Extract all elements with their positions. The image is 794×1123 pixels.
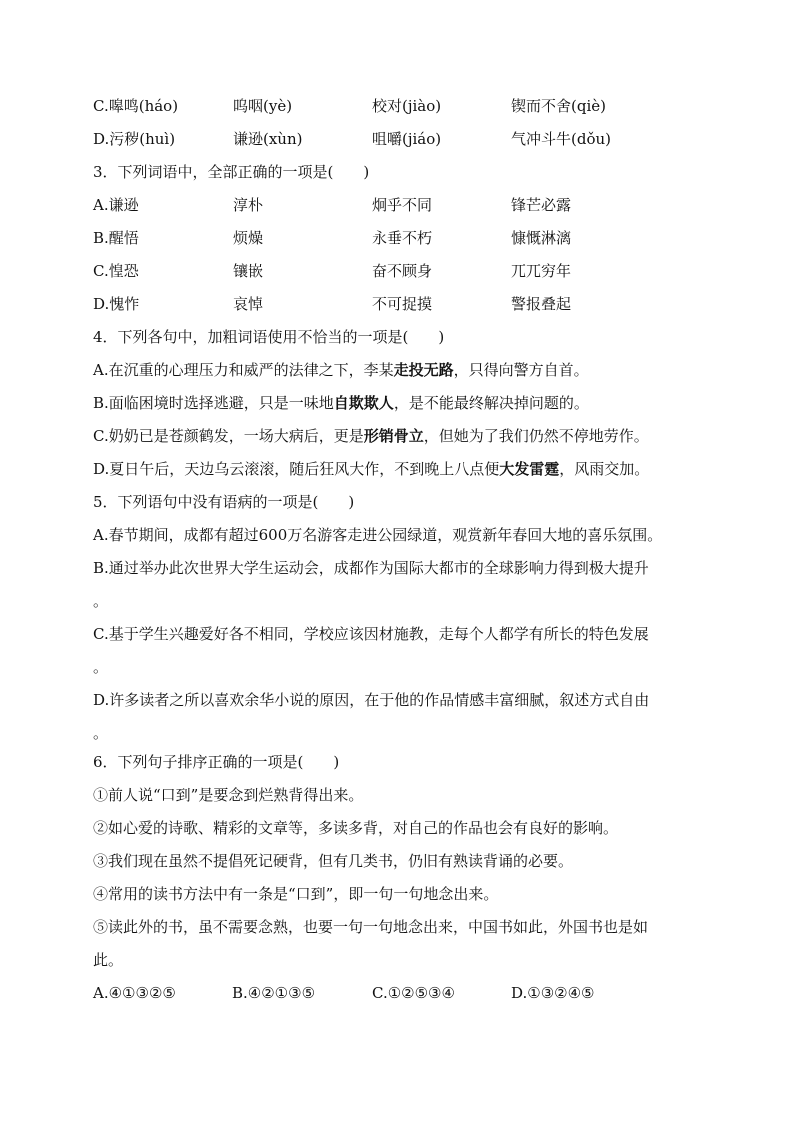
q6-option-b: B.④②①③⑤ [232, 984, 316, 1002]
q4-option-c [93, 421, 701, 451]
q5-option-c-tail: 。 [93, 658, 109, 676]
q4-b-pre: B.面临困境时选择逃避，只是一味地 [93, 394, 334, 412]
q3-stem: 3．下列词语中，全部正确的一项是( ) [93, 163, 370, 181]
q6-sentence-3: ③我们现在虽然不提倡死记硬背，但有几类书，仍旧有熟读背诵的必要。 [93, 852, 574, 870]
q6-option-a: A.④①③②⑤ [93, 984, 176, 1002]
q3-d-word-3: 不可捉摸 [372, 295, 433, 313]
q4-a-pre: A.在沉重的心理压力和威严的法律之下，李某 [93, 361, 394, 379]
q4-stem: 4．下列各句中，加粗词语使用不恰当的一项是( ) [93, 328, 445, 346]
q2-d-word-4: 气冲斗牛(dǒu) [511, 130, 611, 148]
q3-b-word-1: B.醒悟 [93, 229, 139, 247]
q3-a-word-2: 淳朴 [233, 196, 264, 214]
q2-d-word-1: D.污秽(huì) [93, 130, 176, 148]
q3-c-word-1: C.惶恐 [93, 262, 139, 280]
q3-c-word-4: 兀兀穷年 [511, 262, 572, 280]
q5-option-d: D.许多读者之所以喜欢余华小说的原因，在于他的作品情感丰富细腻，叙述方式自由 [93, 691, 650, 709]
q6-option-d: D.①③②④⑤ [511, 984, 595, 1002]
q2-c-word-4: 锲而不舍(qiè) [511, 97, 606, 115]
q4-a-bold-phrase: 走投无路 [393, 361, 454, 379]
q2-c-word-1: C.嗥鸣(háo) [93, 97, 179, 115]
q3-a-word-1: A.谦逊 [93, 196, 139, 214]
q6-sentence-5: ⑤读此外的书，虽不需要念熟，也要一句一句地念出来，中国书如此，外国书也是如 [93, 918, 649, 936]
q4-option-a [93, 355, 701, 385]
q4-b-bold-phrase: 自欺欺人 [333, 394, 394, 412]
q4-option-b [93, 388, 701, 418]
q6-stem: 6．下列句子排序正确的一项是( ) [93, 753, 340, 771]
q4-c-bold-phrase: 形销骨立 [363, 427, 424, 445]
q3-a-word-4: 锋芒必露 [511, 196, 572, 214]
q2-d-word-2: 谦逊(xùn) [233, 130, 303, 148]
q5-option-b: B.通过举办此次世界大学生运动会，成都作为国际大都市的全球影响力得到极大提升 [93, 559, 649, 577]
q4-c-post: ，但她为了我们仍然不停地劳作。 [423, 427, 649, 445]
q3-d-word-2: 哀悼 [233, 295, 264, 313]
q5-option-c: C.基于学生兴趣爱好各不相同，学校应该因材施教，走每个人都学有所长的特色发展 [93, 625, 649, 643]
q3-a-word-3: 炯乎不同 [372, 196, 433, 214]
q6-sentence-4: ④常用的读书方法中有一条是“口到”，即一句一句地念出来。 [93, 885, 499, 903]
q3-c-word-3: 奋不顾身 [372, 262, 433, 280]
q6-option-c: C.①②⑤③④ [372, 984, 455, 1002]
q4-b-post: ，是不能最终解决掉问题的。 [393, 394, 589, 412]
q2-d-word-3: 咀嚼(jiáo) [372, 130, 442, 148]
q5-stem: 5．下列语句中没有语病的一项是( ) [93, 493, 355, 511]
q5-option-b-tail: 。 [93, 592, 109, 610]
q4-d-bold-phrase: 大发雷霆 [499, 460, 560, 478]
q6-sentence-5-tail: 此。 [93, 951, 124, 969]
q3-d-word-4: 警报叠起 [511, 295, 572, 313]
q3-b-word-4: 慷慨淋漓 [511, 229, 572, 247]
q4-a-post: ，只得向警方自首。 [453, 361, 589, 379]
q2-c-word-2: 呜咽(yè) [233, 97, 293, 115]
q3-b-word-2: 烦燥 [233, 229, 264, 247]
q4-d-post: ，风雨交加。 [559, 460, 650, 478]
q5-option-a: A.春节期间，成都有超过600万名游客走进公园绿道，观赏新年春回大地的喜乐氛围。 [93, 526, 663, 544]
q4-c-pre: C.奶奶已是苍颜鹤发，一场大病后，更是 [93, 427, 364, 445]
q3-c-word-2: 镶嵌 [233, 262, 264, 280]
q4-option-d [93, 454, 701, 484]
q4-d-pre: D.夏日午后，天边乌云滚滚，随后狂风大作，不到晚上八点便 [93, 460, 500, 478]
q3-d-word-1: D.愧怍 [93, 295, 140, 313]
q5-option-d-tail: 。 [93, 724, 109, 742]
q6-sentence-1: ①前人说“口到”是要念到烂熟背得出来。 [93, 786, 364, 804]
q2-c-word-3: 校对(jiào) [372, 97, 442, 115]
q6-sentence-2: ②如心爱的诗歌、精彩的文章等，多读多背，对自己的作品也会有良好的影响。 [93, 819, 619, 837]
q3-b-word-3: 永垂不朽 [372, 229, 433, 247]
